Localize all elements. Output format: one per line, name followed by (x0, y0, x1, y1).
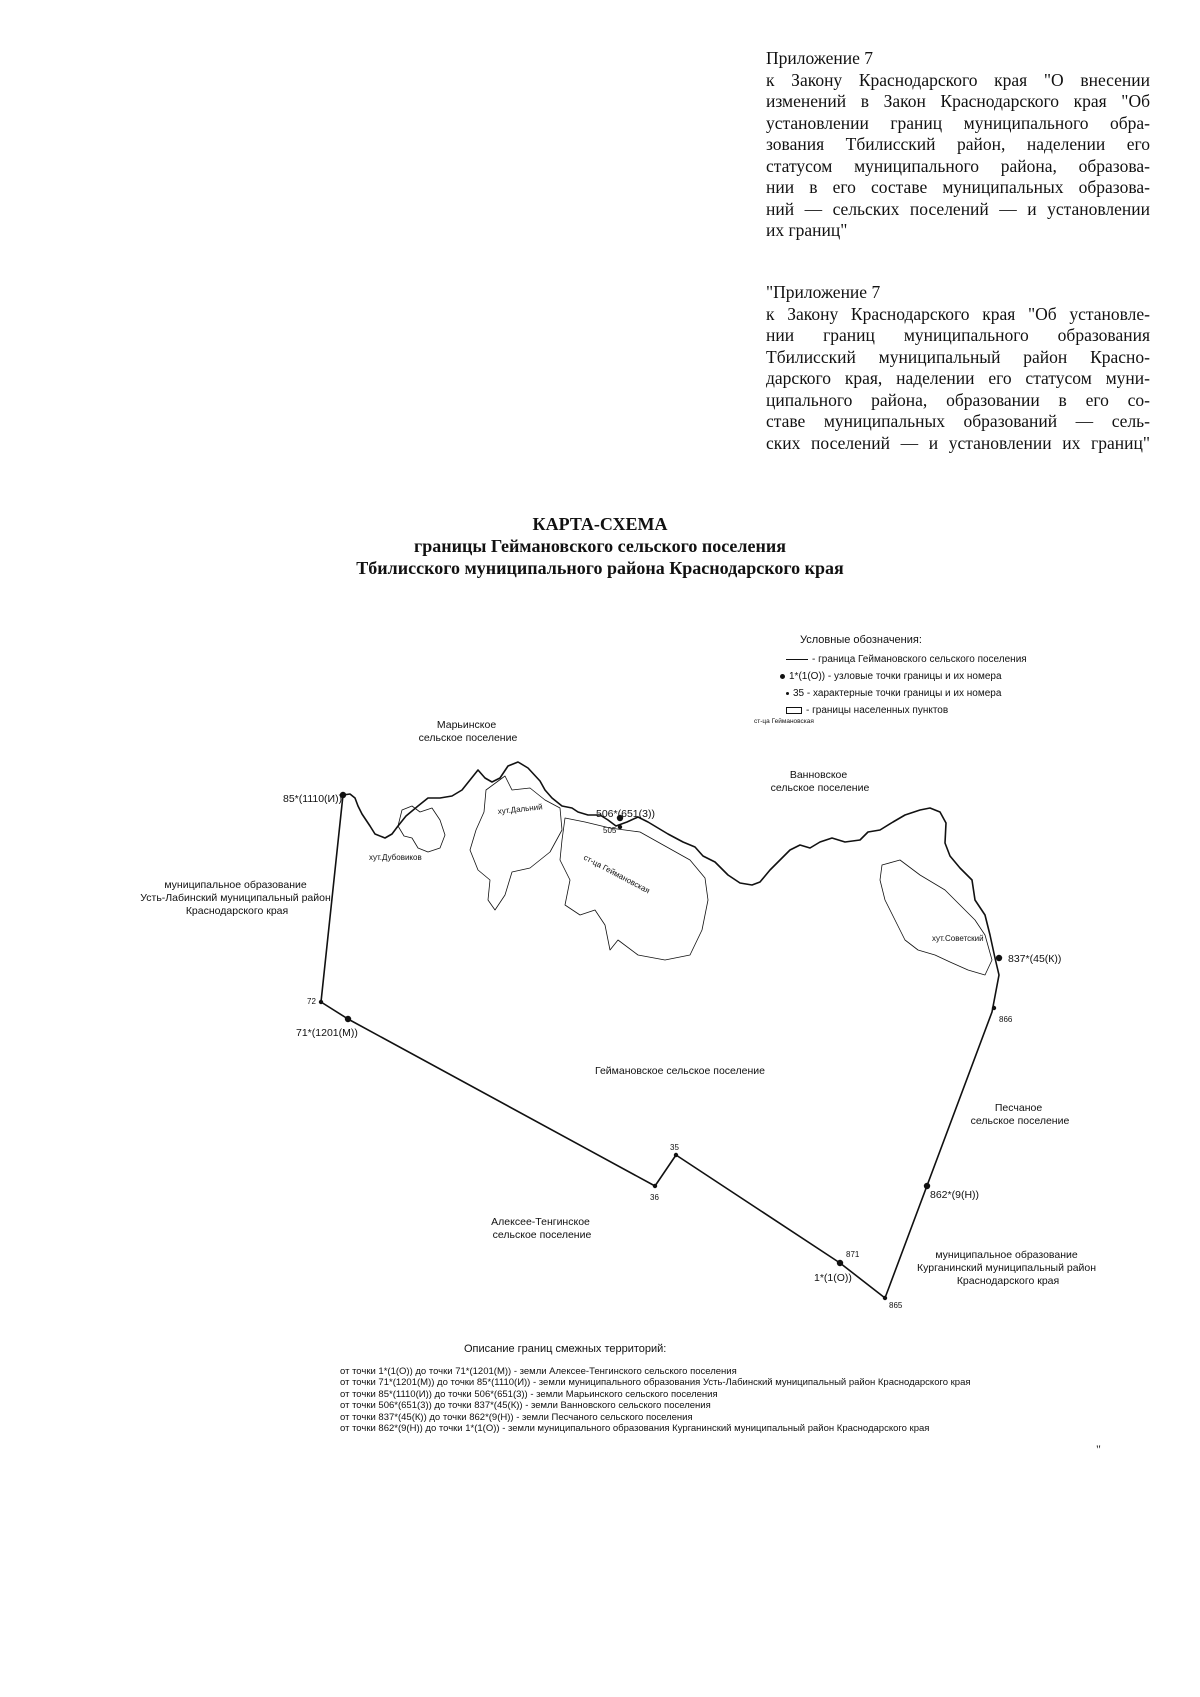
legend-sample-label: ст-ца Геймановская (754, 718, 814, 725)
char-point-505 (618, 825, 622, 829)
title-line-1: КАРТА-СХЕМА (532, 514, 668, 534)
label-peschanoe: Песчаное сельское поселение (970, 1102, 1070, 1127)
annex-quoted-line: нии границ муниципального образования (766, 325, 1150, 345)
legend-title: Условные обозначения: (800, 634, 922, 646)
legend-item-text: 35 - характерные точки границы и их номера (793, 688, 1002, 699)
char-point-35 (674, 1153, 678, 1157)
label-point-85: 85*(1110(И)) (283, 793, 343, 805)
label-point-866: 866 (999, 1015, 1013, 1024)
label-point-505: 505 (603, 826, 617, 835)
label-point-71: 71*(1201(М)) (296, 1027, 358, 1039)
settlement-boundary (321, 762, 999, 1298)
annex-quoted-line: ципального района, образовании в его со- (766, 389, 1150, 410)
char-point-865 (883, 1296, 887, 1300)
label-dubovikov: хут.Дубовиков (369, 853, 422, 862)
title-line-3: Тбилисского муниципального района Краснодарского края (356, 558, 844, 578)
closing-quote: " (1096, 1442, 1101, 1456)
annex-line: статусом муниципального района, образова- (766, 155, 1150, 176)
char-point-36 (653, 1184, 657, 1188)
label-marinskoe: Марьинское сельское поселение (418, 719, 518, 744)
label-point-862: 862*(9(Н)) (930, 1189, 980, 1201)
label-point-871: 871 (846, 1250, 860, 1259)
label-point-36: 36 (650, 1193, 659, 1202)
settlement-outline-dubovikov (398, 806, 445, 852)
adjacent-row: от точки 71*(1201(М)) до точки 85*(1110(И)) - земли муниципального образования Усть-Лабинский муниципальный район Краснодарского края (340, 1377, 971, 1388)
label-point-1: 1*(1(О)) (814, 1272, 852, 1284)
adjacent-territories (340, 1344, 971, 1435)
title-line-2: границы Геймановского сельского поселения (414, 536, 786, 556)
label-vannovskoe: Ванновское сельское поселение (770, 769, 870, 794)
annex-quoted-line: Тбилисский муниципальный район Красно- (766, 346, 1150, 367)
annex-line: их границ" (766, 220, 848, 240)
label-point-865: 865 (889, 1301, 903, 1310)
annex-quoted-line: дарского края, наделении его статусом муни- (766, 368, 1150, 388)
label-main-settlement: Геймановское сельское поселение (594, 1065, 766, 1077)
node-point-71 (345, 1016, 351, 1022)
adjacent-row: от точки 862*(9(Н)) до точки 1*(1(О)) - земли муниципального образования Курганинский муниципальный район Краснодарского края (340, 1423, 930, 1434)
adjacent-row: от точки 837*(45(К)) до точки 862*(9(Н)) - земли Песчаного сельского поселения (340, 1411, 693, 1423)
label-kurganinsk: муниципальное образование Курганинский муниципальный район Краснодарского края (917, 1249, 1097, 1287)
annex-line: установлении границ муниципального обра- (766, 112, 1150, 133)
label-point-35: 35 (670, 1143, 679, 1152)
label-ust-labinsk: муниципальное образование Усть-Лабинский муниципальный район Краснодарского края (140, 879, 331, 917)
adjacent-title: Описание границ смежных территорий: (464, 1343, 667, 1355)
annex-line: нии в его составе муниципальных образова- (766, 177, 1150, 197)
boundary-points (319, 792, 1002, 1300)
label-dalniy: хут.Дальний (497, 802, 544, 816)
annex-quoted-line: ставе муниципальных образований — сель- (766, 411, 1150, 431)
label-point-506: 506*(651(3)) (596, 808, 655, 820)
adjacent-row: от точки 85*(1110(И)) до точки 506*(651(3)) - земли Марьинского сельского поселения (340, 1388, 718, 1400)
legend-item-text: - границы населенных пунктов (806, 705, 949, 716)
settlement-outline-sovetskiy (880, 860, 992, 975)
label-sovetskiy: хут.Советский (932, 934, 984, 943)
annex-line: изменений в Закон Краснодарского края "Об (766, 91, 1150, 111)
char-point-72 (319, 1000, 323, 1004)
annex-line: к Закону Краснодарского края "О внесении (766, 69, 1150, 90)
label-point-837: 837*(45(К)) (1008, 953, 1062, 965)
adjacent-row: от точки 1*(1(О)) до точки 71*(1201(М)) - земли Алексее-Тенгинского сельского поселения (340, 1365, 737, 1377)
annex-line: ний — сельских поселений — и установлении (766, 198, 1150, 219)
label-geimanovskaya: ст-ца Геймановская (582, 852, 652, 896)
char-point-866 (992, 1006, 996, 1010)
label-point-72: 72 (307, 997, 316, 1006)
annex-quoted-line: ских поселений — и установлении их границ" (766, 432, 1150, 453)
annex-heading: Приложение 7 (766, 48, 874, 68)
label-alekseo: Алексее-Тенгинское сельское поселение (491, 1216, 592, 1241)
legend-item-text: 1*(1(О)) - узловые точки границы и их номера (789, 671, 1002, 682)
adjacent-row: от точки 506*(651(3)) до точки 837*(45(К)) - земли Ванновского сельского поселения (340, 1400, 711, 1411)
annex-quoted-line: к Закону Краснодарского края "Об установле- (766, 303, 1150, 324)
annex-line: зования Тбилисский район, наделении его (766, 134, 1150, 154)
annex-quoted-heading: "Приложение 7 (766, 282, 881, 302)
settlement-outline-geimanovskaya (560, 818, 708, 960)
node-point-1 (837, 1260, 843, 1266)
node-point-837 (996, 955, 1002, 961)
legend-item-text: - граница Геймановского сельского поселения (812, 654, 1027, 665)
settlement-outline-dalniy (470, 776, 562, 910)
